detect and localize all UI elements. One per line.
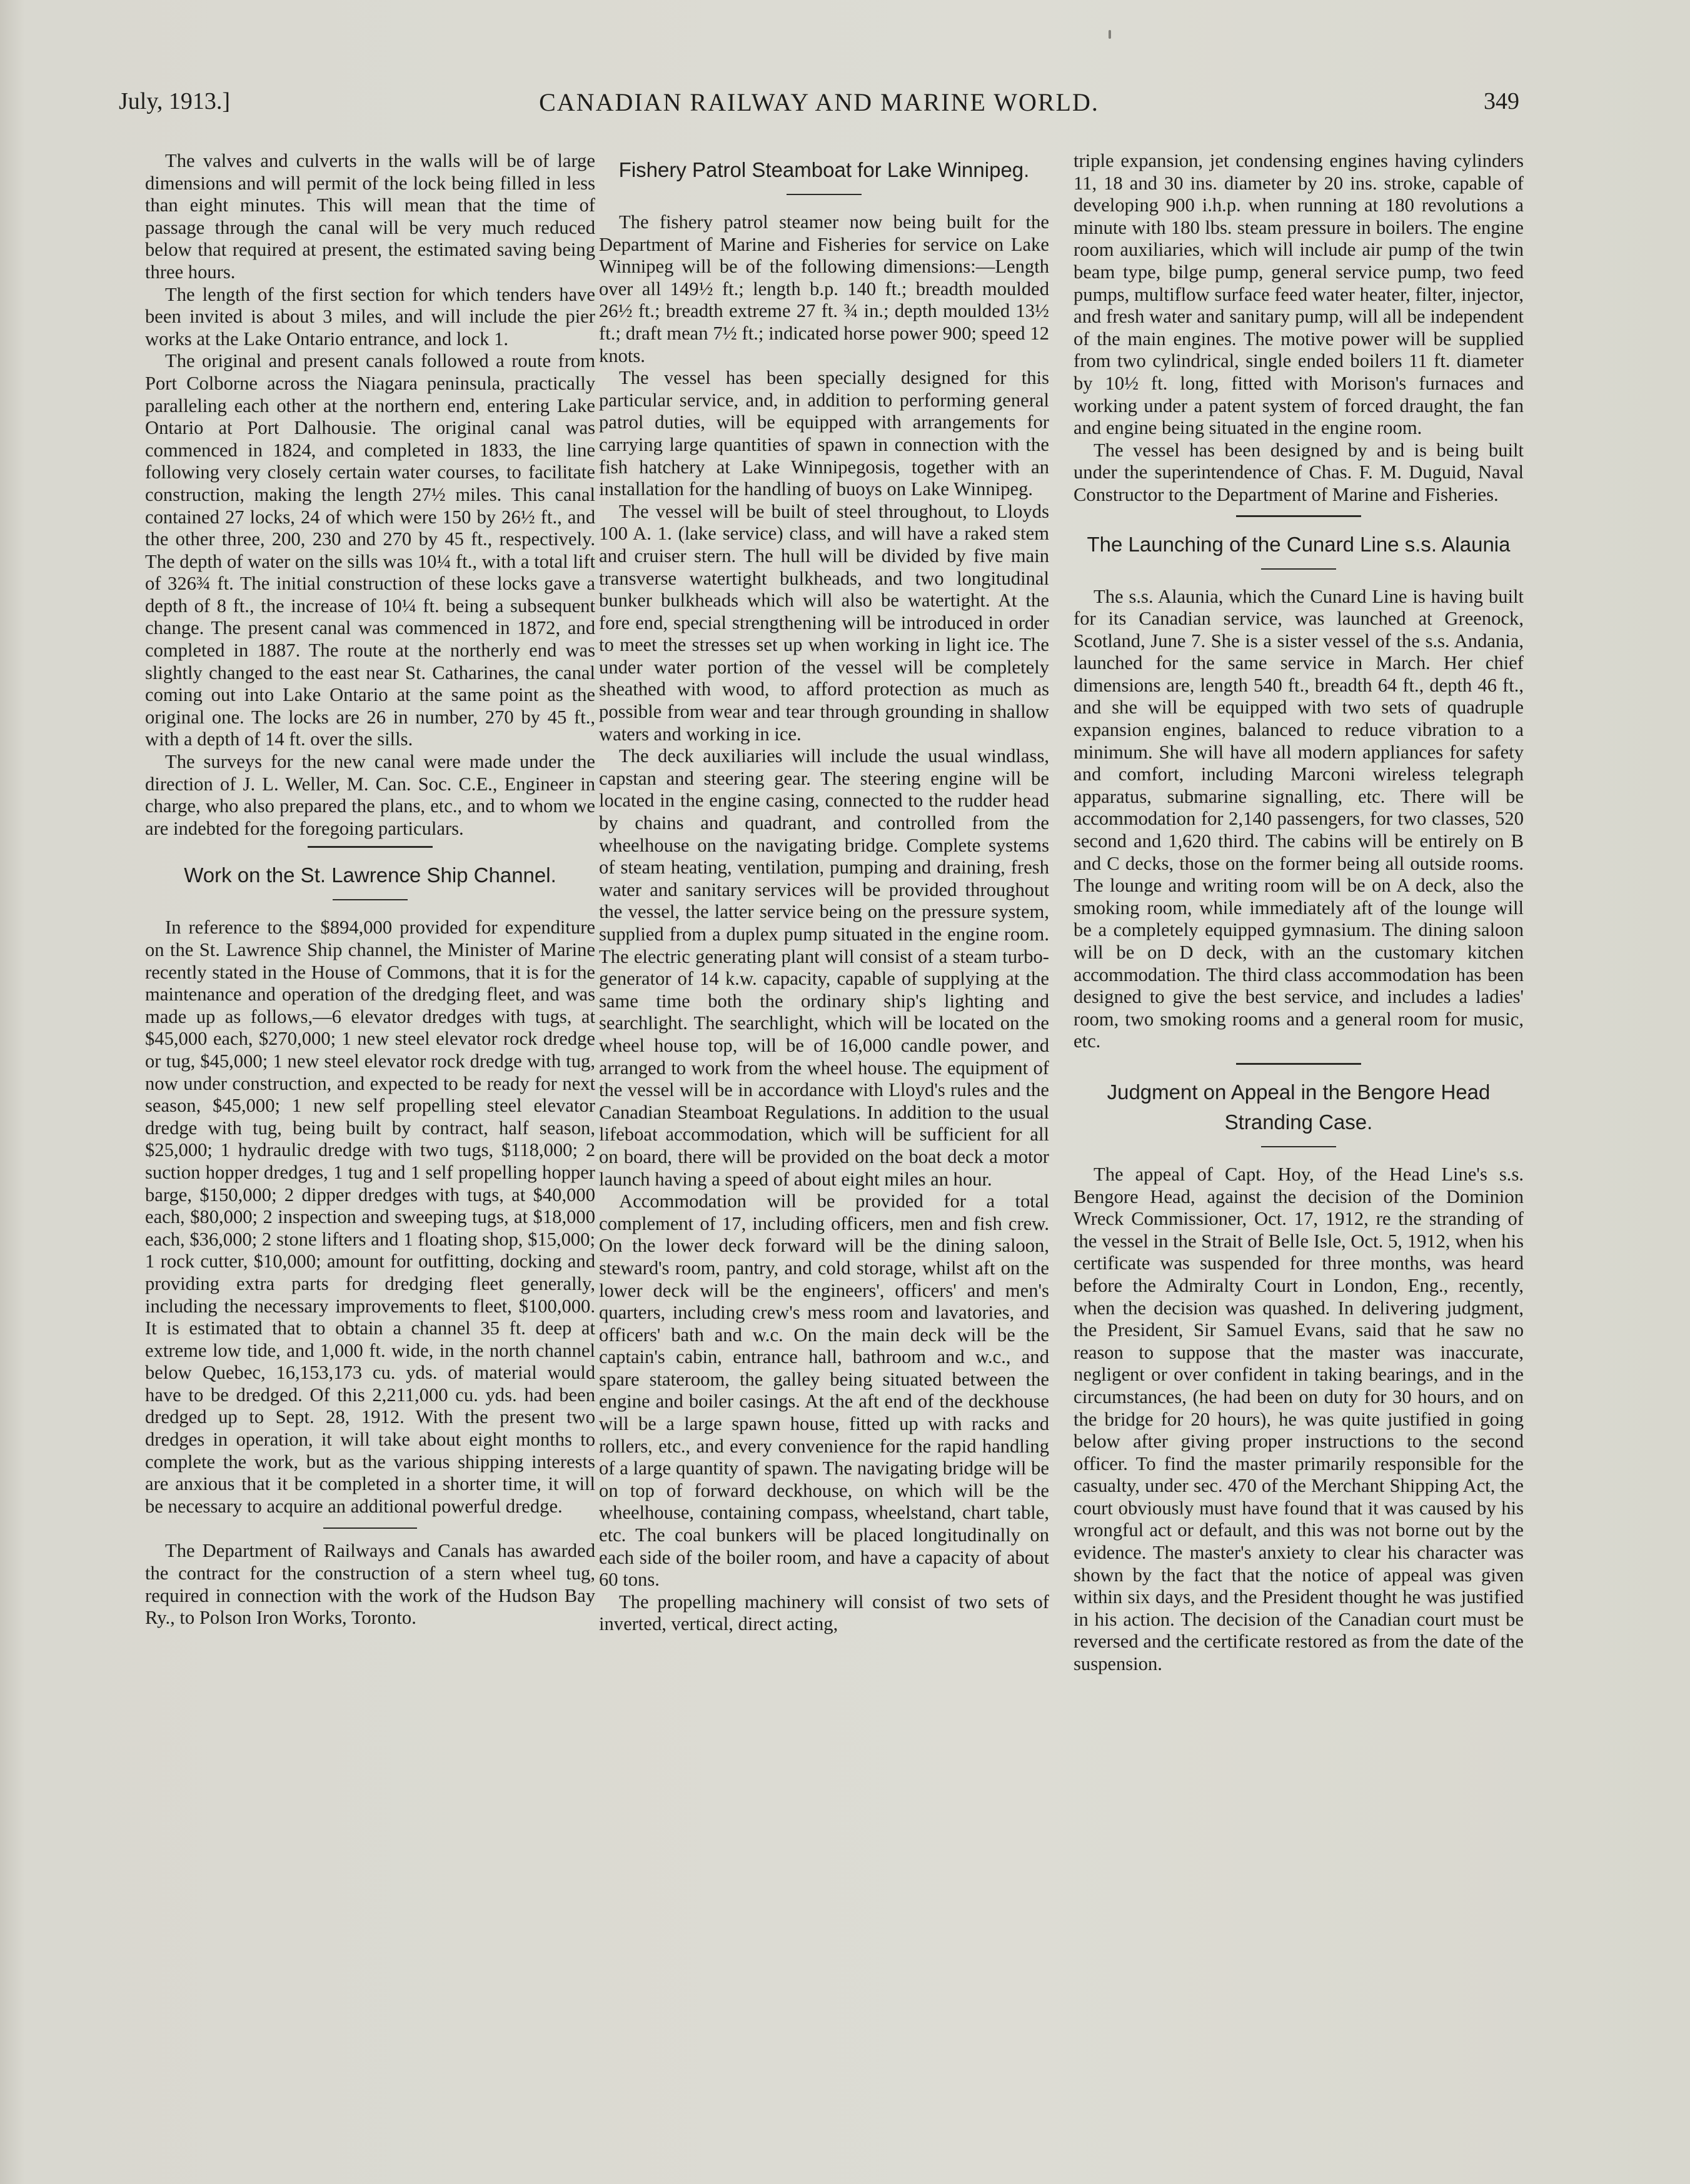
ink-mark — [1109, 30, 1111, 39]
heading-underline — [1261, 1146, 1336, 1147]
fishery-paragraph-2: The vessel has been specially designed for this particular service, and, in addition to performing general patrol duties, will be equipped with arrangements for carrying large quantities of spawn in connection with the fish hatchery at Lake Winnipegosis, together with an installation for the handling of buoys on Lake Winnipeg. — [599, 367, 1049, 500]
alaunia-paragraph-1: The s.s. Alaunia, which the Cunard Line is having built for its Canadian service, was launched at Greenock, Scotland, June 7. She is a sister vessel of the s.s. Andania, launched for the same service in March. Her chief dimensions are, length 540 ft., breadth 64 ft., depth 46 ft., and she will be equipped with two sets of quadruple expansion engines, balanced to reduce vibration to a minimum. She will have all modern appliances for safety and comfort, including Marconi wireless telegraph apparatus, submarine signalling, etc. There will be accommodation for 2,140 passengers, for two classes, 520 second and 1,620 third. The cabins will be entirely on B and C decks, those on the former being all outside rooms. The lounge and writing room will be on A deck, also the smoking room, while immediately aft of the lounge will be a completely equipped gymnasium. The dining saloon will be on D deck, with an the customary kitchen accommodation. The third class accommodation has been designed to give the best service, and includes a ladies' room, two smoking rooms and a general room for music, etc. — [1074, 585, 1524, 1052]
welland-paragraph-1: The valves and culverts in the walls will be of large dimensions and will permit of the lock being filled in less than eight minutes. This will mean that the time of passage through the canal will be very much reduced below that required at present, the estimated saving being three hours. — [145, 150, 595, 283]
fishery-paragraph-5: Accommodation will be provided for a total complement of 17, including officers, men and fish crew. On the lower deck forward will be the dining saloon, steward's room, pantry, and cold storage, whilst aft on the lower deck will be the engineers', officers' and men's quarters, including crew's mess room and lavatories, and officers' bath and w.c. On the main deck will be the captain's cabin, entrance hall, bathroom and w.c., and spare stateroom, the galley being situated between the engine and boiler casings. At the aft end of the deckhouse will be a large spawn house, fitted up with racks and rollers, etc., and every convenience for the rapid handling of a large quantity of spawn. The navigating bridge will be on top of forward deckhouse, on which will be the wheelhouse, containing compass, wheelstand, chart table, etc. The coal bunkers will be placed longitudinally on each side of the boiler room, and have a capacity of about 60 tons. — [599, 1190, 1049, 1591]
section-divider — [323, 1527, 417, 1529]
hudson-bay-paragraph: The Department of Railways and Canals has awarded the contract for the construction of a stern wheel tug, required in connection with the work of the Hudson Bay Ry., to Polson Iron Works, Toronto. — [145, 1540, 595, 1629]
section-divider — [308, 846, 433, 848]
page-header — [119, 88, 1519, 125]
heading-underline — [333, 899, 408, 900]
column-1 — [145, 150, 595, 1629]
fishery-paragraph-7: triple expansion, jet condensing engines having cylinders 11, 18 and 30 ins. diameter by 20 ins. stroke, capable of developing 900 i.h.p. when running at 180 revolutions a minute with 180 lbs. steam pressure in boilers. The engine room auxiliaries, which will include air pump of the twin beam type, bilge pump, general service pump, two feed pumps, multiflow surface feed water heater, filter, injector, and fresh water and sanitary pump, will all be independent of the main engines. The motive power will be supplied from two cylindrical, single ended boilers 11 ft. diameter by 10½ ft. long, fitted with Morison's furnaces and working under a patent system of forced draught, the fan and engine being situated in the engine room. — [1074, 150, 1524, 439]
welland-paragraph-2: The length of the first section for which tenders have been invited is about 3 miles, and will include the pier works at the Lake Ontario entrance, and lock 1. — [145, 283, 595, 350]
journal-title: CANADIAN RAILWAY AND MARINE WORLD. — [539, 88, 1099, 116]
welland-paragraph-4: The surveys for the new canal were made under the direction of J. L. Weller, M. Can. Soc. C.E., Engineer in charge, who also prepared the plans, etc., and to whom we are indebted for the foregoing particulars. — [145, 751, 595, 839]
fishery-paragraph-4: The deck auxiliaries will include the usual windlass, capstan and steering gear. The steering engine will be located in the engine casing, connected to the rudder head by chains and quadrant, and controlled from the wheelhouse on the navigating bridge. Complete systems of steam heating, ventilation, pumping and draining, fresh water and sanitary services will be provided throughout the vessel, the latter service being on the pressure system, supplied from a duplex pump situated in the engine room. The electric generating plant will consist of a steam turbo-generator of 14 k.w. capacity, capable of supplying at the same time both the ordinary ship's lighting and searchlight. The searchlight, which will be located on the wheel house top, will be of 16,000 candle power, and arranged to work from the wheel house. The equipment of the vessel will be in accordance with Lloyd's rules and the Canadian Steamboat Regulations. In addition to the usual lifeboat accommodation, which will be sufficient for all on board, there will be provided on the boat deck a motor launch having a speed of about eight miles an hour. — [599, 745, 1049, 1190]
bengore-heading: Judgment on Appeal in the Bengore Head Stranding Case. — [1107, 1080, 1491, 1134]
welland-paragraph-3: The original and present canals followed a route from Port Colborne across the Niagara peninsula, practically paralleling each other at the northern end, entering Lake Ontario at Port Dalhousie. The original canal was commenced in 1824, and completed in 1833, the line following very closely certain water courses, to facilitate construction, making the length 27½ miles. This canal contained 27 locks, 24 of which were 150 by 26½ ft., and the other three, 200, 230 and 270 by 45 ft., respectively. The depth of water on the sills was 10¼ ft., with a total lift of 326¾ ft. The initial construction of these locks gave a depth of 8 ft., the increase of 10¼ ft. being a subsequent change. The present canal was commenced in 1872, and completed in 1887. The route at the northerly end was slightly changed to the east near St. Catharines, the canal coming out into Lake Ontario at the same point as the original one. The locks are 26 in number, 270 by 45 ft., with a depth of 14 ft. over the sills. — [145, 350, 595, 750]
issue-date: July, 1913.] — [119, 88, 231, 114]
heading-underline — [1261, 568, 1336, 570]
column-3 — [1074, 150, 1524, 1676]
fishery-paragraph-1: The fishery patrol steamer now being built for the Department of Marine and Fisheries for service on Lake Winnipeg will be of the following dimensions:—Length over all 149½ ft.; length b.p. 140 ft.; breadth moulded 26½ ft.; breadth extreme 27 ft. ¾ in.; depth moulded 13½ ft.; draft mean 7½ ft.; indicated horse power 900; speed 12 knots. — [599, 211, 1049, 366]
section-divider — [1236, 1063, 1361, 1065]
column-2 — [599, 150, 1049, 1636]
section-divider — [1236, 515, 1361, 517]
heading-underline — [787, 194, 862, 195]
alaunia-heading: The Launching of the Cunard Line s.s. Alaunia — [1087, 532, 1511, 556]
bengore-paragraph-1: The appeal of Capt. Hoy, of the Head Line's s.s. Bengore Head, against the decision of the Dominion Wreck Commissioner, Oct. 17, 1912, re the stranding of the vessel in the Strait of Belle Isle, Oct. 5, 1912, when his certificate was suspended for three months, was heard before the Admiralty Court in London, Eng., recently, when the decision was quashed. In delivering judgment, the President, Sir Samuel Evans, said that he saw no reason to suppose that the master was inaccurate, negligent or over confident in taking bearings, and in the circumstances, (he had been on duty for 30 hours, and on the bridge for 20 hours), he was quite justified in going below after giving proper instructions to the second officer. To find the master primarily responsible for the casualty, under sec. 470 of the Merchant Shipping Act, the court obviously must have found that it was caused by his wrongful act or default, and this was not borne out by the evidence. The master's anxiety to clear his character was shown by the fact that the notice of appeal was given within six days, and the President thought he was justified in his action. The decision of the Canadian court must be reversed and the certificate restored as from the date of the suspension. — [1074, 1163, 1524, 1675]
fishery-paragraph-3: The vessel will be built of steel throughout, to Lloyds 100 A. 1. (lake service) class, and will have a raked stem and cruiser stern. The hull will be divided by five main transverse watertight bulkheads, and two longitudinal bunker bulkheads which will also be watertight. At the fore end, special strengthening will be introduced in order to meet the stresses set up when working in light ice. The under water portion of the vessel will be completely sheathed with wood, to afford protection as much as possible from wear and tear through grounding in shallow waters and working in ice. — [599, 500, 1049, 745]
page-number: 349 — [1484, 88, 1519, 114]
stlawrence-heading: Work on the St. Lawrence Ship Channel. — [184, 863, 556, 887]
fishery-paragraph-6: The propelling machinery will consist of two sets of inverted, vertical, direct acting, — [599, 1591, 1049, 1635]
fishery-paragraph-8: The vessel has been designed by and is being built under the superintendence of Chas. F. M. Duguid, Naval Constructor to the Department of Marine and Fisheries. — [1074, 439, 1524, 505]
stlawrence-paragraph-1: In reference to the $894,000 provided for expenditure on the St. Lawrence Ship channel, the Minister of Marine recently stated in the House of Commons, that it is for the maintenance and operation of the dredging fleet, and was made up as follows,—6 elevator dredges with tugs, at $45,000 each, $270,000; 1 new steel elevator rock dredge or tug, $45,000; 1 new steel elevator rock dredge with tug, now under construction, and expected to be ready for next season, $45,000; 1 new self propelling steel elevator dredge with tug, being built by contract, half season, $25,000; 1 hydraulic dredge with two tugs, $118,000; 2 suction hopper dredges, 1 tug and 1 self propelling hopper barge, $150,000; 2 dipper dredges with tugs, at $40,000 each, $80,000; 2 inspection and sweeping tugs, at $18,000 each, $36,000; 2 stone lifters and 1 floating shop, $15,000; 1 rock cutter, $10,000; amount for outfitting, docking and providing extra parts for dredging fleet generally, including the necessary improvements to fleet, $100,000. It is estimated that to obtain a channel 35 ft. deep at extreme low tide, and 1,000 ft. wide, in the north channel below Quebec, 16,153,173 cu. yds. of material would have to be dredged. Of this 2,211,000 cu. yds. had been dredged up to Sept. 28, 1912. With the present two dredges in operation, it will take about eight months to complete the work, but as the various shipping interests are anxious that it be completed in a shorter time, it will be necessary to acquire an additional powerful dredge. — [145, 917, 595, 1517]
fishery-heading: Fishery Patrol Steamboat for Lake Winnipeg. — [618, 158, 1030, 181]
